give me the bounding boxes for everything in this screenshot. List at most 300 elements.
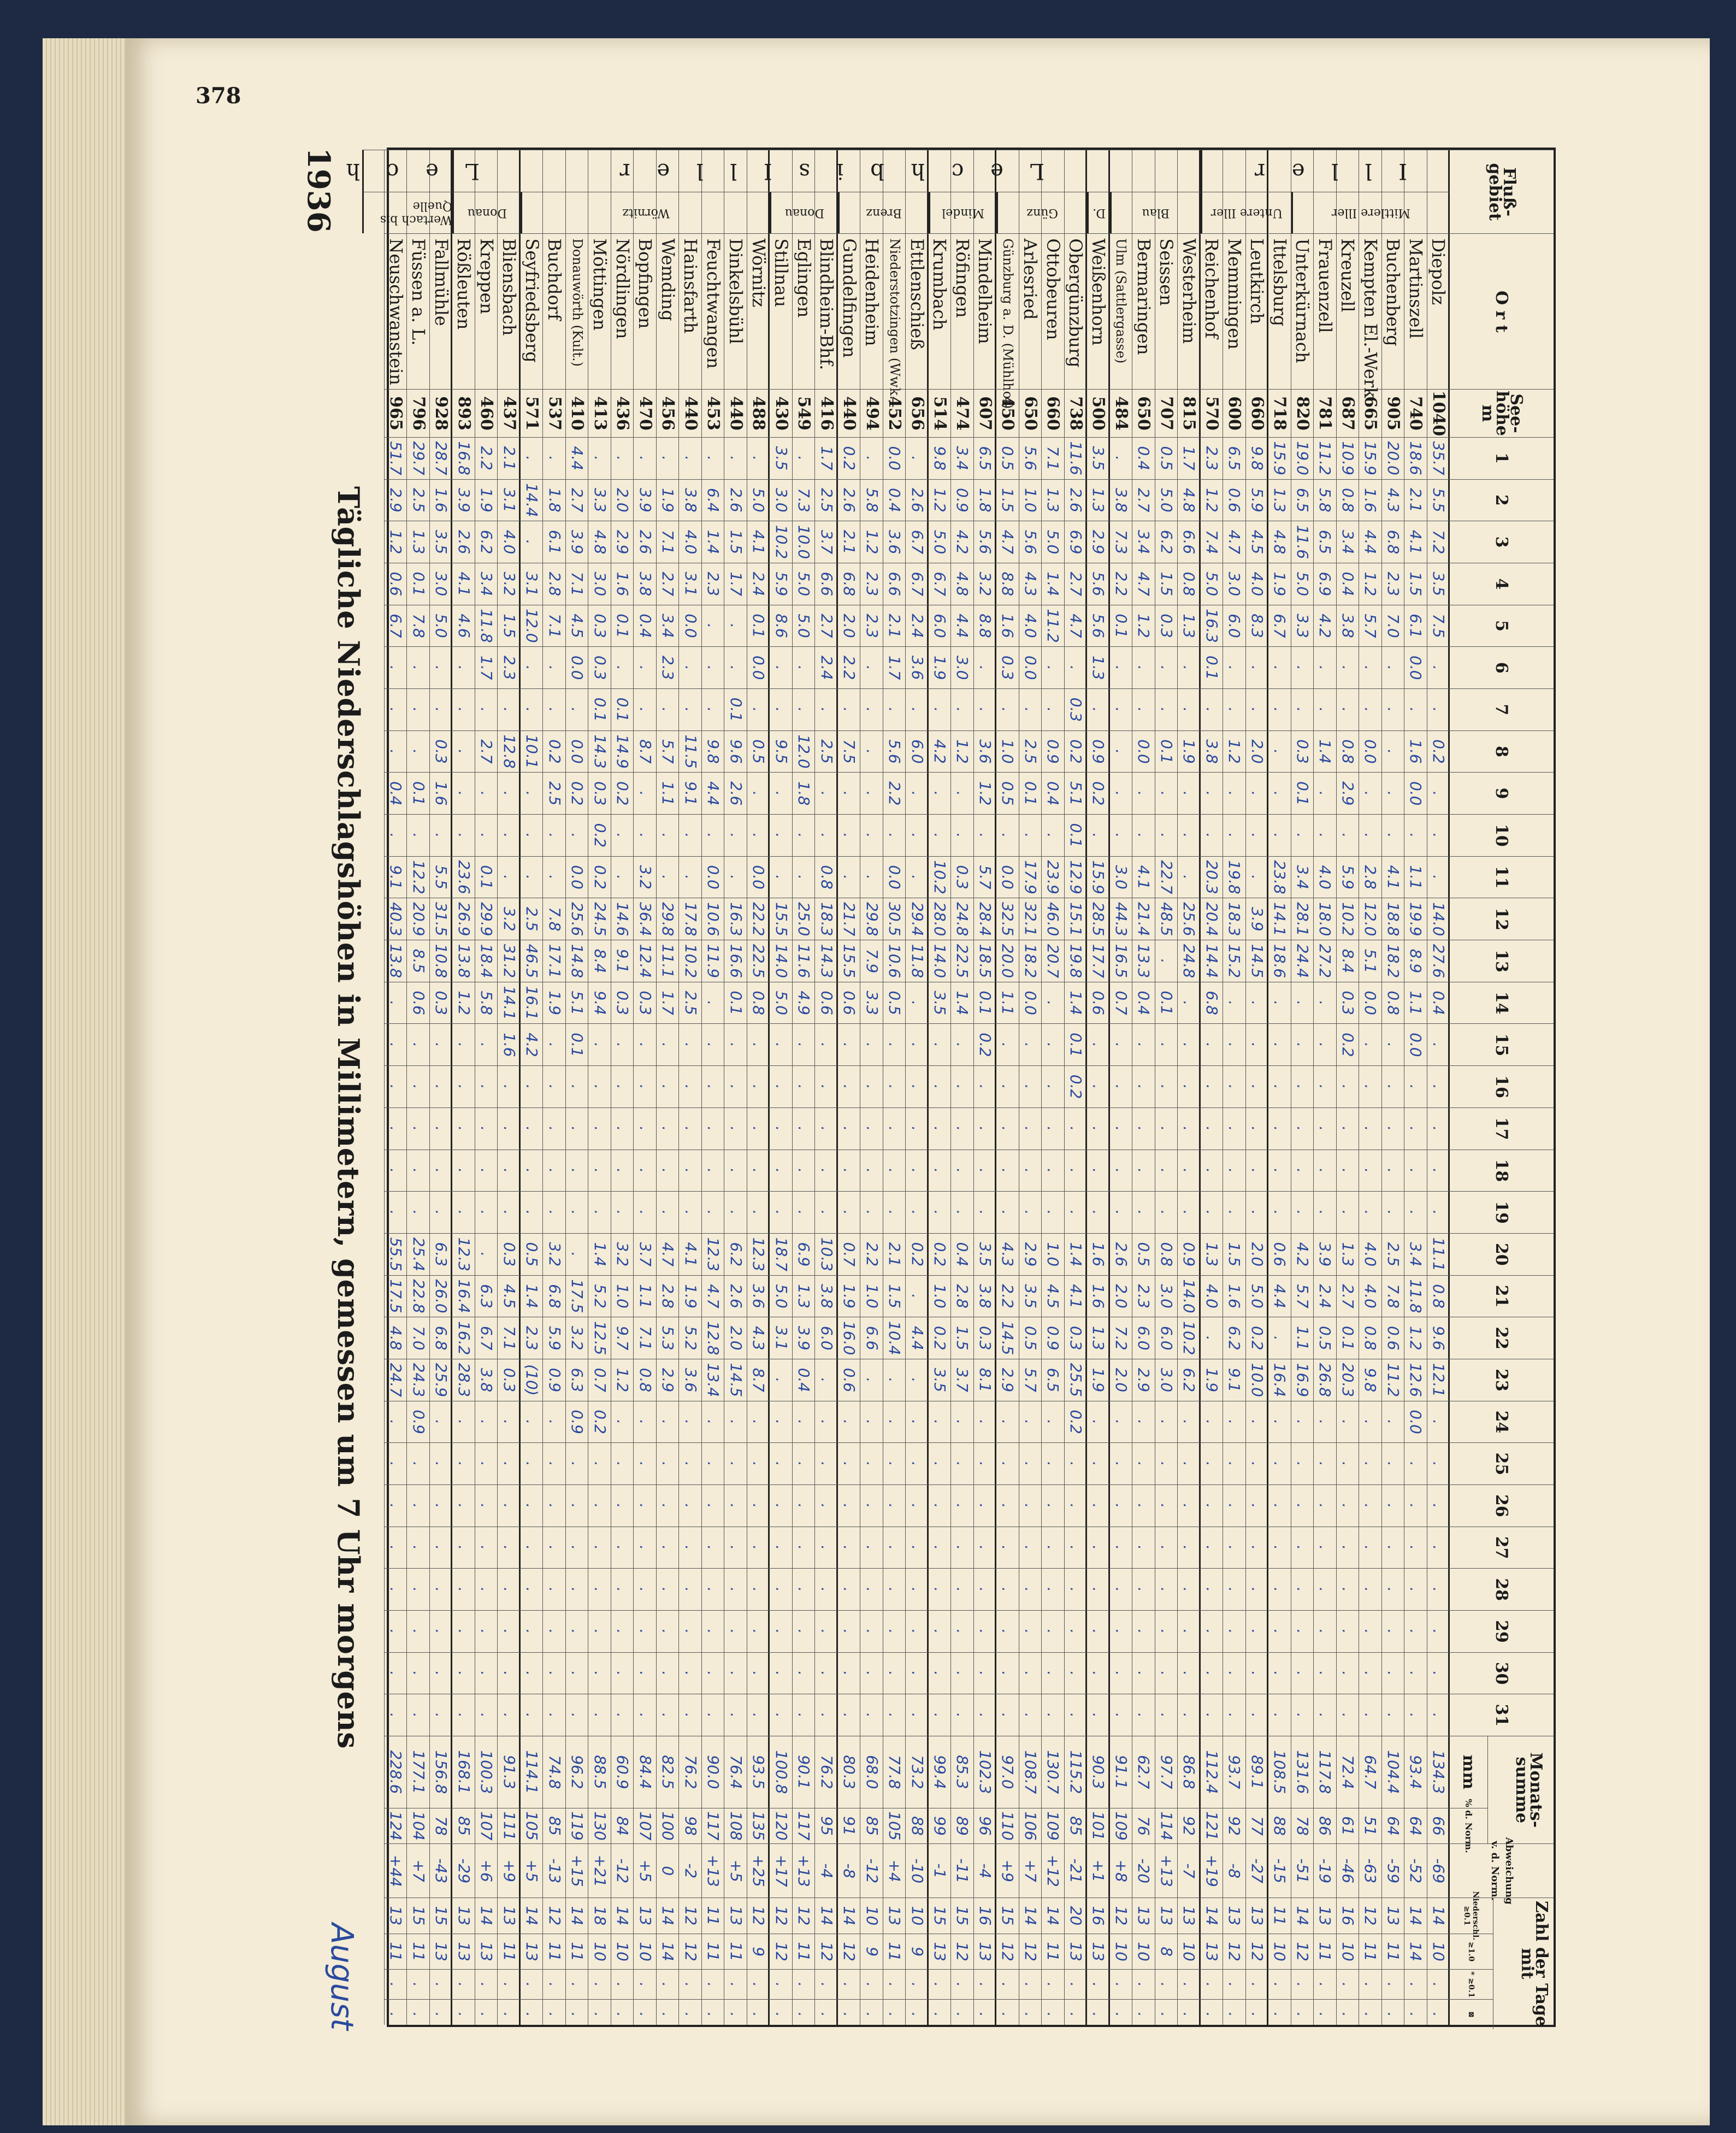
daily-value: 25.6 xyxy=(566,898,588,940)
daily-value: . xyxy=(724,814,747,856)
daily-value: 1.4 xyxy=(1314,730,1336,773)
days-precip1-count: 13 xyxy=(1087,1934,1109,1970)
daily-value: 1.3 xyxy=(1087,1317,1109,1359)
daily-value: . xyxy=(1042,1191,1064,1233)
daily-value: 16.3 xyxy=(724,898,747,940)
daily-value: . xyxy=(1268,730,1291,773)
daily-value: 1.4 xyxy=(1042,563,1064,605)
daily-value: . xyxy=(430,688,452,730)
daily-value: 5.9 xyxy=(770,563,792,605)
daily-value: . xyxy=(1382,1610,1404,1652)
daily-value: . xyxy=(1019,1065,1042,1107)
daily-value: 2.3 xyxy=(498,646,520,688)
daily-value: . xyxy=(1201,814,1223,856)
daily-value: . xyxy=(498,772,520,814)
table-row xyxy=(1132,150,1155,2025)
daily-value: . xyxy=(951,814,973,856)
days-precip-count: 15 xyxy=(951,1898,973,1934)
daily-value: . xyxy=(1359,1107,1381,1150)
daily-value: . xyxy=(1201,688,1223,730)
daily-value: . xyxy=(860,772,883,814)
days-snow-count: . xyxy=(906,1969,928,1999)
daily-value: 5.0 xyxy=(770,1275,792,1317)
daily-value: 15.2 xyxy=(1223,940,1245,982)
daily-value: 1.3 xyxy=(408,521,430,563)
daily-value: 8.9 xyxy=(1404,940,1427,982)
daily-value: 10.9 xyxy=(1337,437,1359,479)
daily-value: . xyxy=(1314,982,1336,1024)
daily-value: 29.9 xyxy=(475,898,498,940)
monthly-sum: 88.5 xyxy=(588,1736,611,1807)
daily-value: . xyxy=(702,605,724,647)
daily-value: 9.6 xyxy=(1427,1317,1450,1359)
daily-value: . xyxy=(1382,1652,1404,1694)
daily-value: . xyxy=(452,1065,475,1107)
daily-value: 3.5 xyxy=(1087,437,1109,479)
daily-value: 24.3 xyxy=(408,1359,430,1401)
daily-value: . xyxy=(951,1484,973,1527)
daily-value: . xyxy=(1042,1484,1064,1527)
daily-value: . xyxy=(770,1652,792,1694)
days-precip-count: 13 xyxy=(1223,1898,1245,1934)
station-elevation: 570 xyxy=(1201,389,1223,437)
daily-value: 1.3 xyxy=(1337,1233,1359,1275)
daily-value: 0.1 xyxy=(408,563,430,605)
daily-value: . xyxy=(770,1191,792,1233)
daily-value: 2.9 xyxy=(1132,1359,1155,1401)
daily-value: 4.1 xyxy=(1065,1275,1087,1317)
daily-value: . xyxy=(1087,1023,1109,1065)
daily-value: 7.1 xyxy=(543,605,565,647)
daily-value: . xyxy=(475,1065,498,1107)
daily-value: 4.0 xyxy=(1019,605,1042,647)
station-name: Ettlenschieß xyxy=(906,233,928,389)
daily-value: . xyxy=(1382,1484,1404,1527)
daily-value: . xyxy=(747,1191,770,1233)
daily-value: . xyxy=(1314,1484,1336,1527)
daily-value: . xyxy=(1404,1610,1427,1652)
daily-value: 6.0 xyxy=(1132,1317,1155,1359)
daily-value: . xyxy=(860,1568,883,1610)
daily-value: . xyxy=(521,1191,543,1233)
daily-value: 0.8 xyxy=(747,982,770,1024)
daily-value: . xyxy=(770,1065,792,1107)
daily-value: . xyxy=(838,688,860,730)
daily-value: . xyxy=(1404,1107,1427,1150)
daily-value: 5.6 xyxy=(1019,437,1042,479)
daily-value: 0.9 xyxy=(566,1401,588,1443)
daily-value: 7.1 xyxy=(566,563,588,605)
daily-value: . xyxy=(588,1150,611,1192)
daily-value: 16.2 xyxy=(452,1317,475,1359)
daily-value: 5.0 xyxy=(1042,521,1064,563)
deviation-value: -29 xyxy=(452,1843,475,1898)
days-snow-count: . xyxy=(1065,1969,1087,1999)
daily-value: . xyxy=(385,1610,407,1652)
header-day: 12 xyxy=(1450,898,1554,940)
daily-value: . xyxy=(860,1694,883,1736)
daily-value: 1.6 xyxy=(1359,479,1381,521)
daily-value: . xyxy=(747,1442,770,1484)
days-snow-count: . xyxy=(1042,1969,1064,1999)
daily-value: 1.2 xyxy=(385,521,407,563)
daily-value: . xyxy=(408,814,430,856)
daily-value: . xyxy=(815,1442,837,1484)
daily-value: . xyxy=(498,814,520,856)
daily-value: 7.4 xyxy=(1201,521,1223,563)
days-precip1-count: 11 xyxy=(1042,1934,1064,1970)
days-snow-count: . xyxy=(385,1969,407,1999)
daily-value: 18.6 xyxy=(1268,940,1291,982)
daily-value: . xyxy=(1268,1527,1291,1569)
daily-value: . xyxy=(1382,1527,1404,1569)
daily-value: 2.7 xyxy=(1132,479,1155,521)
days-precip1-count: 12 xyxy=(815,1934,837,1970)
daily-value: 2.3 xyxy=(860,563,883,605)
daily-value: 1.5 xyxy=(951,1317,973,1359)
daily-value: 19.8 xyxy=(1223,856,1245,898)
daily-value: 2.2 xyxy=(838,646,860,688)
days-other-count: . xyxy=(408,1999,430,2029)
daily-value: 4.5 xyxy=(1042,1275,1064,1317)
station-elevation: 905 xyxy=(1382,389,1404,437)
header-day: 25 xyxy=(1450,1442,1554,1484)
daily-value: 10.6 xyxy=(702,898,724,940)
daily-value: . xyxy=(1132,1107,1155,1150)
days-precip-count: 12 xyxy=(1359,1898,1381,1934)
daily-value: 17.5 xyxy=(385,1275,407,1317)
monthly-sum: 134.3 xyxy=(1427,1736,1450,1807)
river-main-group: L e c h xyxy=(362,150,453,192)
monthly-sum: 86.8 xyxy=(1178,1736,1200,1807)
daily-value: 5.0 xyxy=(793,605,815,647)
daily-value: . xyxy=(883,1191,906,1233)
daily-value: . xyxy=(1132,1694,1155,1736)
daily-value: 17.9 xyxy=(1019,856,1042,898)
percent-of-norm: 96 xyxy=(974,1808,996,1844)
daily-value: 0.3 xyxy=(1155,605,1178,647)
daily-value: 4.0 xyxy=(1201,1275,1223,1317)
percent-of-norm: 78 xyxy=(430,1808,452,1844)
daily-value: . xyxy=(906,1191,928,1233)
daily-value: . xyxy=(1337,1065,1359,1107)
daily-value: 3.4 xyxy=(1404,1233,1427,1275)
daily-value: . xyxy=(1427,1610,1450,1652)
daily-value: . xyxy=(1382,1442,1404,1484)
daily-value: 10.3 xyxy=(815,1233,837,1275)
daily-value: . xyxy=(906,1652,928,1694)
daily-value: . xyxy=(906,1568,928,1610)
daily-value: . xyxy=(815,688,837,730)
daily-value: . xyxy=(634,1107,656,1150)
station-elevation: 494 xyxy=(860,389,883,437)
header-day: 9 xyxy=(1450,772,1554,814)
daily-value: . xyxy=(1155,814,1178,856)
daily-value: 0.0 xyxy=(566,730,588,773)
daily-value: . xyxy=(1065,1150,1087,1192)
daily-value: . xyxy=(679,646,701,688)
daily-value: . xyxy=(634,1065,656,1107)
daily-value: . xyxy=(793,1191,815,1233)
daily-value: 4.7 xyxy=(657,1233,679,1275)
daily-value: 1.0 xyxy=(1019,479,1042,521)
daily-value: . xyxy=(611,646,634,688)
table-row xyxy=(814,150,837,2025)
daily-value: . xyxy=(838,1107,860,1150)
days-precip1-count: 9 xyxy=(747,1934,770,1970)
daily-value: . xyxy=(611,1401,634,1443)
daily-value: 3.2 xyxy=(611,1233,634,1275)
station-name: Wörnitz xyxy=(747,233,770,389)
station-name: Feuchtwangen xyxy=(702,233,724,389)
river-sub-group: Mindel xyxy=(929,192,996,234)
daily-value: 14.3 xyxy=(815,940,837,982)
percent-of-norm: 85 xyxy=(452,1808,475,1844)
daily-value: 0.2 xyxy=(929,1317,951,1359)
daily-value: . xyxy=(1223,1401,1245,1443)
daily-value: . xyxy=(702,1401,724,1443)
station-name: Leutkirch xyxy=(1246,233,1268,389)
days-other-count: . xyxy=(883,1999,906,2029)
daily-value: 32.1 xyxy=(1019,898,1042,940)
daily-value: . xyxy=(1268,982,1291,1024)
daily-value: 3.8 xyxy=(634,563,656,605)
daily-value: . xyxy=(906,1359,928,1401)
daily-value: . xyxy=(1019,1610,1042,1652)
daily-value: . xyxy=(1246,1065,1268,1107)
daily-value: . xyxy=(1291,1107,1314,1150)
daily-value: 18.2 xyxy=(1019,940,1042,982)
daily-value: . xyxy=(1223,1610,1245,1652)
daily-value: . xyxy=(1155,1610,1178,1652)
daily-value: . xyxy=(1155,688,1178,730)
daily-value: 1.6 xyxy=(1404,730,1427,773)
daily-value: . xyxy=(521,437,543,479)
daily-value: . xyxy=(1404,1694,1427,1736)
days-other-count: . xyxy=(793,1999,815,2029)
daily-value: . xyxy=(408,688,430,730)
daily-value: . xyxy=(657,1107,679,1150)
table-row xyxy=(860,150,883,2025)
daily-value: 0.5 xyxy=(1314,1317,1336,1359)
daily-value: . xyxy=(543,646,565,688)
daily-value: 1.9 xyxy=(838,1275,860,1317)
station-name: Weißenhorn xyxy=(1087,233,1109,389)
daily-value: . xyxy=(566,1233,588,1275)
monthly-sum: 114.1 xyxy=(521,1736,543,1807)
daily-value: 0.8 xyxy=(1337,730,1359,773)
daily-value: 0.1 xyxy=(566,1023,588,1065)
days-other-count: . xyxy=(1427,1999,1450,2029)
daily-value: . xyxy=(883,1610,906,1652)
daily-value: . xyxy=(929,1191,951,1233)
daily-value: 17.5 xyxy=(566,1275,588,1317)
daily-value: 2.0 xyxy=(1110,1359,1132,1401)
days-precip1-count: 13 xyxy=(452,1934,475,1970)
daily-value: 6.0 xyxy=(1223,605,1245,647)
daily-value: 10.8 xyxy=(430,940,452,982)
percent-of-norm: 64 xyxy=(1404,1808,1427,1844)
daily-value: 0.3 xyxy=(498,1359,520,1401)
daily-value: 2.5 xyxy=(1382,1233,1404,1275)
daily-value: . xyxy=(679,1527,701,1569)
daily-value: 5.7 xyxy=(1291,1275,1314,1317)
monthly-sum: 131.6 xyxy=(1291,1736,1314,1807)
daily-value: . xyxy=(838,1191,860,1233)
daily-value: . xyxy=(657,856,679,898)
daily-value: 2.6 xyxy=(724,1275,747,1317)
deviation-value: -12 xyxy=(611,1843,634,1898)
days-precip-count: 12 xyxy=(747,1898,770,1934)
daily-value: 2.1 xyxy=(1404,479,1427,521)
daily-value: . xyxy=(1201,1610,1223,1652)
daily-value: . xyxy=(747,1610,770,1652)
daily-value: . xyxy=(452,1568,475,1610)
daily-value: . xyxy=(408,1442,430,1484)
daily-value: 4.5 xyxy=(566,605,588,647)
table-row xyxy=(1267,150,1291,2025)
daily-value: . xyxy=(385,688,407,730)
daily-value: . xyxy=(408,1527,430,1569)
daily-value: . xyxy=(475,688,498,730)
daily-value: . xyxy=(702,1107,724,1150)
header-elevation: See- höhe m xyxy=(1450,389,1554,437)
daily-value: . xyxy=(1268,1065,1291,1107)
days-precip-count: 12 xyxy=(543,1898,565,1934)
daily-value: 16.8 xyxy=(452,437,475,479)
deviation-value: -20 xyxy=(1132,1843,1155,1898)
daily-value: 18.3 xyxy=(815,898,837,940)
daily-value: . xyxy=(1427,1652,1450,1694)
daily-value: . xyxy=(385,814,407,856)
daily-value: 0.9 xyxy=(1087,730,1109,773)
daily-value: 29.8 xyxy=(657,898,679,940)
daily-value: . xyxy=(498,688,520,730)
daily-value: 0.4 xyxy=(883,479,906,521)
days-precip-count: 13 xyxy=(1155,1898,1178,1934)
daily-value: 0.2 xyxy=(588,856,611,898)
daily-value: 1.9 xyxy=(1178,730,1200,773)
daily-value: . xyxy=(1427,856,1450,898)
daily-value: . xyxy=(1291,1568,1314,1610)
percent-of-norm: 130 xyxy=(588,1808,611,1844)
daily-value: . xyxy=(634,437,656,479)
daily-value: 8.4 xyxy=(1337,940,1359,982)
daily-value: 3.4 xyxy=(1291,856,1314,898)
daily-value: 3.7 xyxy=(815,521,837,563)
monthly-sum: 90.0 xyxy=(702,1736,724,1807)
daily-value: . xyxy=(611,1694,634,1736)
daily-value: . xyxy=(1110,730,1132,773)
daily-value: . xyxy=(996,1484,1019,1527)
monthly-sum: 64.7 xyxy=(1359,1736,1381,1807)
daily-value: 1.3 xyxy=(793,1275,815,1317)
percent-of-norm: 107 xyxy=(634,1808,656,1844)
daily-value: . xyxy=(521,1652,543,1694)
daily-value: 0.6 xyxy=(385,563,407,605)
daily-value: . xyxy=(1359,1401,1381,1443)
daily-value: . xyxy=(634,1191,656,1233)
daily-value: . xyxy=(1268,772,1291,814)
daily-value: 6.6 xyxy=(815,563,837,605)
daily-value: 6.3 xyxy=(430,1233,452,1275)
daily-value: . xyxy=(521,1568,543,1610)
deviation-value: +6 xyxy=(475,1843,498,1898)
daily-value: 6.0 xyxy=(929,605,951,647)
daily-value: 0.4 xyxy=(1042,772,1064,814)
daily-value: 0.5 xyxy=(521,1233,543,1275)
days-precip1-count: 10 xyxy=(1337,1934,1359,1970)
daily-value: . xyxy=(1337,1610,1359,1652)
days-precip1-count: 10 xyxy=(588,1934,611,1970)
daily-value: 0.2 xyxy=(838,437,860,479)
daily-value: . xyxy=(1337,1150,1359,1192)
daily-value: . xyxy=(498,1527,520,1569)
days-precip-count: 13 xyxy=(1246,1898,1268,1934)
daily-value: . xyxy=(1201,1652,1223,1694)
percent-of-norm: 66 xyxy=(1427,1808,1450,1844)
deviation-value: -10 xyxy=(906,1843,928,1898)
days-other-count: . xyxy=(996,1999,1019,2029)
monthly-sum: 97.0 xyxy=(996,1736,1019,1807)
daily-value: 4.8 xyxy=(385,1317,407,1359)
daily-value: 1.4 xyxy=(951,982,973,1024)
monthly-sum: 80.3 xyxy=(838,1736,860,1807)
daily-value: . xyxy=(1359,1150,1381,1192)
daily-value: . xyxy=(408,1107,430,1150)
header-day: 13 xyxy=(1450,940,1554,982)
daily-value: 1.2 xyxy=(452,982,475,1024)
daily-value: . xyxy=(974,1150,996,1192)
daily-value: . xyxy=(430,1150,452,1192)
daily-value: 3.5 xyxy=(929,982,951,1024)
daily-value: . xyxy=(815,1401,837,1443)
daily-value: . xyxy=(860,646,883,688)
daily-value: 1.2 xyxy=(929,479,951,521)
header-row xyxy=(1448,150,1554,2025)
daily-value: . xyxy=(996,1527,1019,1569)
daily-value: 1.0 xyxy=(1042,1233,1064,1275)
daily-value: 18.6 xyxy=(1404,437,1427,479)
table-row xyxy=(1177,150,1200,2025)
header-monthly-pct: % d. Norm. xyxy=(1450,1808,1488,1844)
daily-value: 0.0 xyxy=(747,856,770,898)
daily-value: . xyxy=(1404,1442,1427,1484)
daily-value: 19.8 xyxy=(1065,940,1087,982)
daily-value: . xyxy=(634,1023,656,1065)
daily-value: 5.5 xyxy=(1427,479,1450,521)
daily-value: . xyxy=(611,1610,634,1652)
table-row xyxy=(1199,150,1223,2025)
daily-value: 2.6 xyxy=(634,521,656,563)
days-other-count: . xyxy=(1268,1999,1291,2029)
daily-value: 7.9 xyxy=(860,940,883,982)
daily-value: 5.6 xyxy=(1087,563,1109,605)
daily-value: . xyxy=(951,688,973,730)
daily-value: . xyxy=(543,1527,565,1569)
daily-value: . xyxy=(1087,1191,1109,1233)
daily-value: . xyxy=(1201,1107,1223,1150)
daily-value: . xyxy=(1427,1150,1450,1192)
daily-value: 5.6 xyxy=(974,521,996,563)
daily-value: 4.1 xyxy=(1382,856,1404,898)
daily-value: . xyxy=(815,1065,837,1107)
daily-value: . xyxy=(1087,1610,1109,1652)
days-precip-count: 14 xyxy=(1019,1898,1042,1934)
daily-value: 0.5 xyxy=(883,982,906,1024)
daily-value: . xyxy=(385,1527,407,1569)
daily-value: . xyxy=(611,856,634,898)
